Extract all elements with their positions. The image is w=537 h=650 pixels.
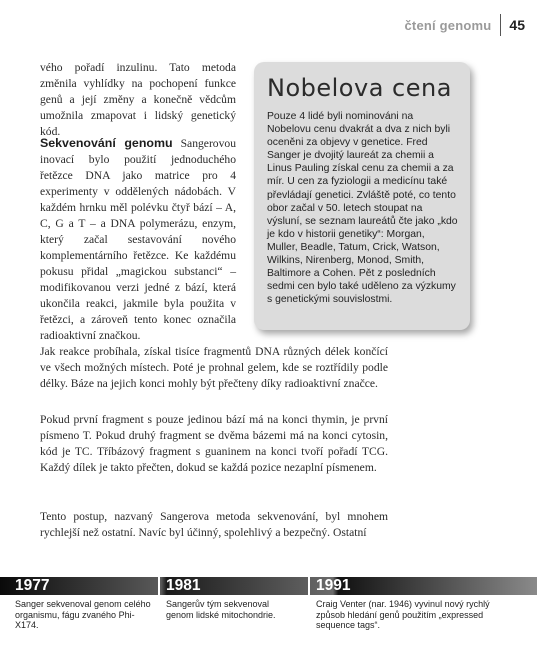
sequencing-paragraph — [40, 135, 236, 344]
timeline-text: Sanger sekvenoval genom celého organismu, fágu zvaného Phi-X174. — [15, 599, 151, 630]
paragraph-text: Jak reakce probíhala, získal tisíce fragmentů DNA různých délek končící ve všech možných místech. Poté je prohnal gelem, kde se roztřídily podle délky. Báze na jejich konci mohly být přečteny díky radioaktivní značce. — [40, 345, 388, 390]
lead-paragraph — [40, 60, 236, 140]
sequencing-section — [40, 135, 236, 344]
timeline-entry-1991 — [316, 577, 496, 631]
paragraph-text: Tento postup, nazvaný Sangerova metoda sekvenování, byl mnohem rychlejší než ostatní. Navíc byl účinný, spolehlivý a bezpečný. Ostatní — [40, 510, 388, 539]
nobel-sidebar-box — [254, 62, 470, 330]
timeline-tick — [158, 577, 160, 623]
sidebar-title: Nobelova cena — [267, 74, 452, 102]
sidebar-text: Pouze 4 lidé byli nominováni na Nobelovu cenu dvakrát a dva z nich byli oceněni za objevy v genetice. Fred Sanger je dvojitý laureát za chemii a Linus Pauling získal cenu za chemii a za mír. U cen za fyziologii a medicínu také převládají genetici. Zvláště poté, co tento obor začal v 50. letech stoupat na výsluní, se seznam laureátů čte jako „kdo je kdo v historii genetiky“: Morgan, Muller, Beadle, Tatum, Crick, Watson, Wilkins, Nirenberg, Monod, Smith, Baltimore a Cohen. Pět z posledních sedmi cen bylo také uděleno za výzkumy s genetickými souvislostmi. — [267, 111, 458, 306]
body-paragraph-3 — [40, 509, 388, 541]
section-title: čtení genomu — [404, 17, 492, 33]
timeline-year: 1977 — [15, 577, 50, 594]
sequencing-heading: Sekvenování genomu — [40, 136, 173, 150]
page-header — [405, 14, 526, 36]
sequencing-text: Sangerovou inovací bylo použití jednoduchého řetězce DNA jako matrice pro 4 experimenty v oddělených nádobách. V každém hrnku měl polévku čtyř bází – A, C, G a T – a DNA polymerázu, enzym, který začal sestavování nového komplementárního řetězce. Ke každému pokusu přidal „magickou substanci“ – modifikovanou verzi jedné z bází, která ukončila reakci, jakmile byla použita v řetězci, a zároveň tento konec označila radioaktivní značkou. — [40, 137, 236, 342]
timeline-text: Craig Venter (nar. 1946) vyvinul nový rychlý způsob hledání genů použitím „expressed sequence tags“. — [316, 599, 490, 630]
lead-text: vého pořadí inzulinu. Tato metoda změnila vyhlídky na pochopení funkce genů a její změny a konečně vědcům umožnila zmapovat i lidský genetický kód. — [40, 61, 236, 138]
header-divider — [500, 14, 501, 36]
paragraph-text: Pokud první fragment s pouze jedinou bází má na konci thymin, je první písmeno T. Pokud druhý fragment se dvěma bázemi má na konci cytosin, kód je TC. Tříbázový fragment s guaninem na konci tvoří pořadí TCG. Každý dílek je takto přečten, dokud se každá pozice nezaplní písmenem. — [40, 413, 388, 474]
body-paragraph-1 — [40, 344, 388, 392]
timeline-text: Sangerův tým sekvenoval genom lidské mitochondrie. — [166, 599, 276, 620]
timeline-entry-1977 — [15, 577, 155, 631]
timeline — [0, 577, 537, 650]
body-paragraph-2 — [40, 412, 388, 476]
page-number: 45 — [509, 17, 525, 33]
timeline-year: 1981 — [166, 577, 201, 594]
timeline-entry-1981 — [166, 577, 296, 620]
timeline-tick — [308, 577, 310, 623]
timeline-year: 1991 — [316, 577, 351, 594]
